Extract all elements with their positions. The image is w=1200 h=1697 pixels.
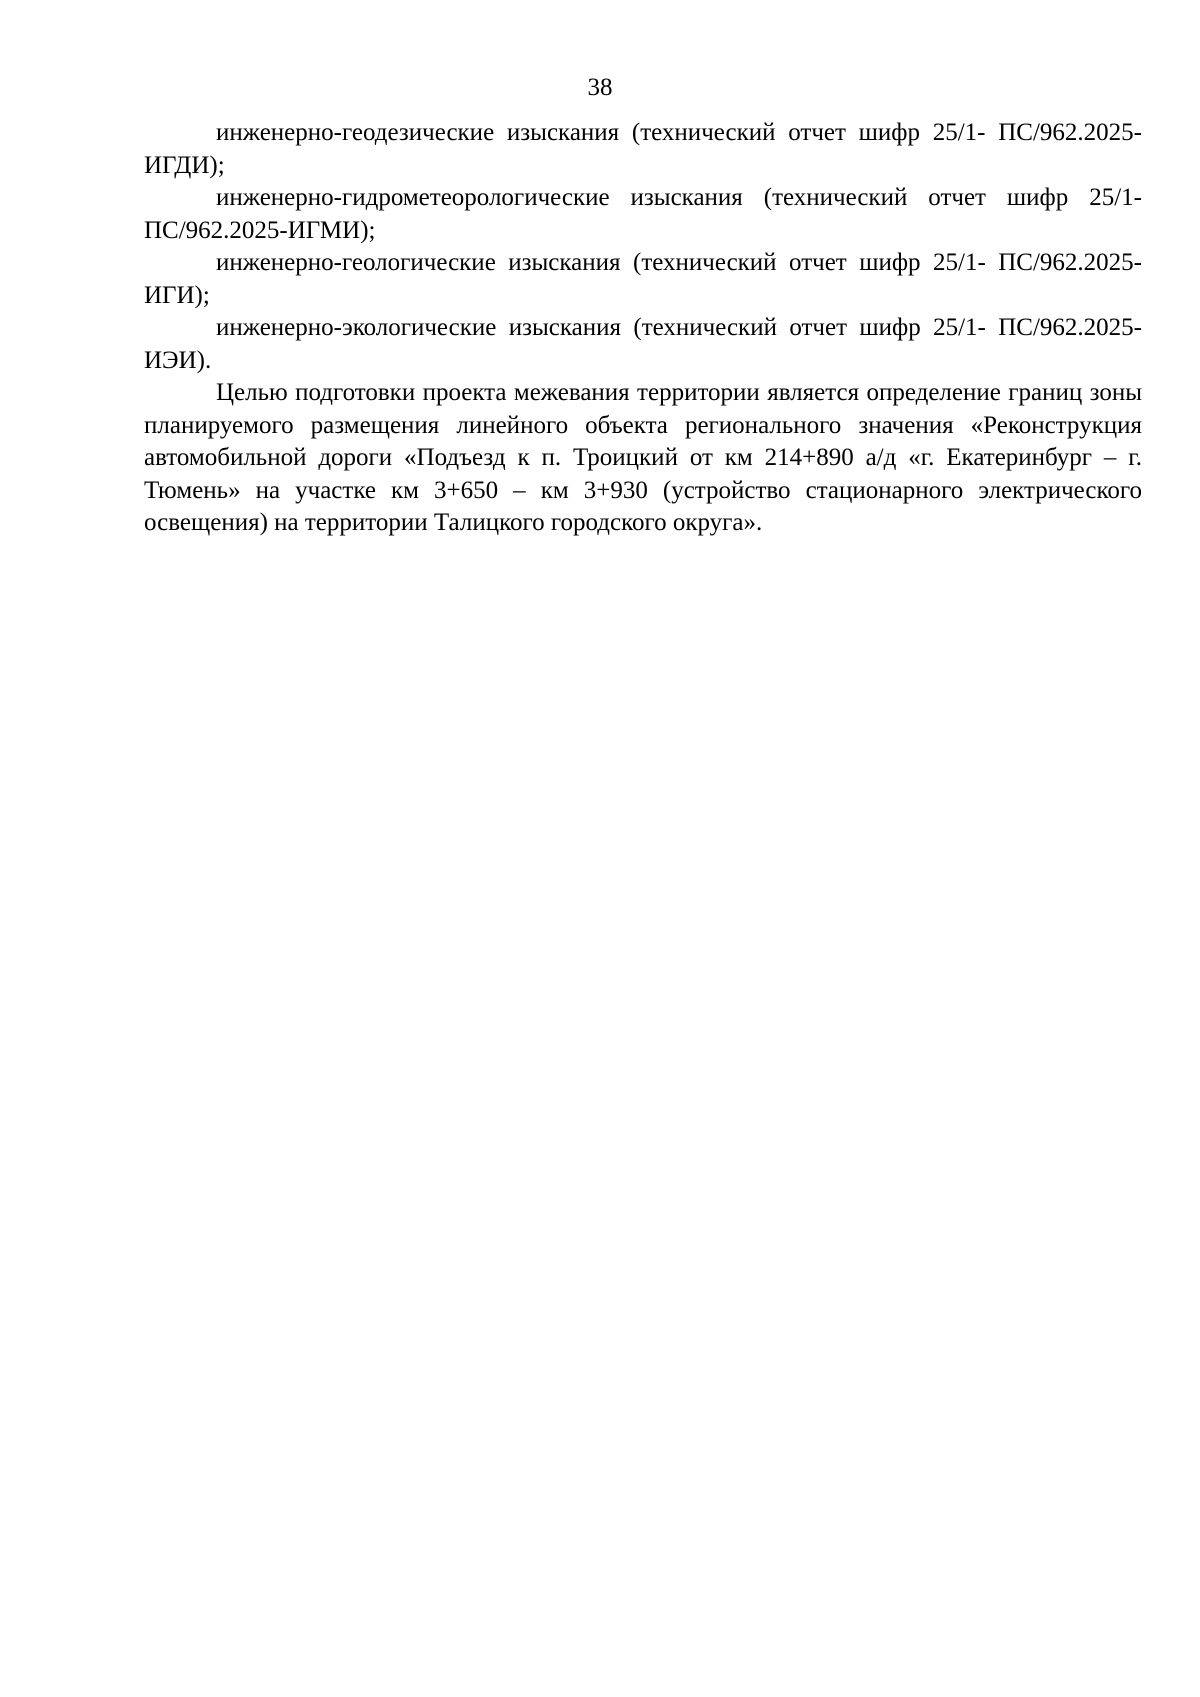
survey-item-ecological: инженерно-экологические изыскания (технический отчет шифр 25/1- ПС/962.2025-ИЭИ). — [144, 314, 1142, 374]
document-body — [144, 117, 1142, 540]
survey-item-geological: инженерно-геологические изыскания (технический отчет шифр 25/1- ПС/962.2025-ИГИ); — [144, 249, 1142, 309]
survey-item-geodetic: инженерно-геодезические изыскания (технический отчет шифр 25/1- ПС/962.2025-ИГДИ); — [144, 119, 1142, 179]
purpose-paragraph: Целью подготовки проекта межевания территории является определение границ зоны планируемого размещения линейного объекта регионального значения «Реконструкция автомобильной дороги «Подъезд к п. Троицкий от км 214+890 а/д «г. Екатеринбург – г. Тюмень» на участке км 3+650 – км 3+930 (устройство стационарного электрического освещения) на территории Талицкого городского округа». — [144, 379, 1142, 536]
page-number: 38 — [587, 74, 613, 101]
survey-item-hydrometeorological: инженерно-гидрометеорологические изыскания (технический отчет шифр 25/1- ПС/962.2025-ИГМИ); — [144, 184, 1142, 244]
